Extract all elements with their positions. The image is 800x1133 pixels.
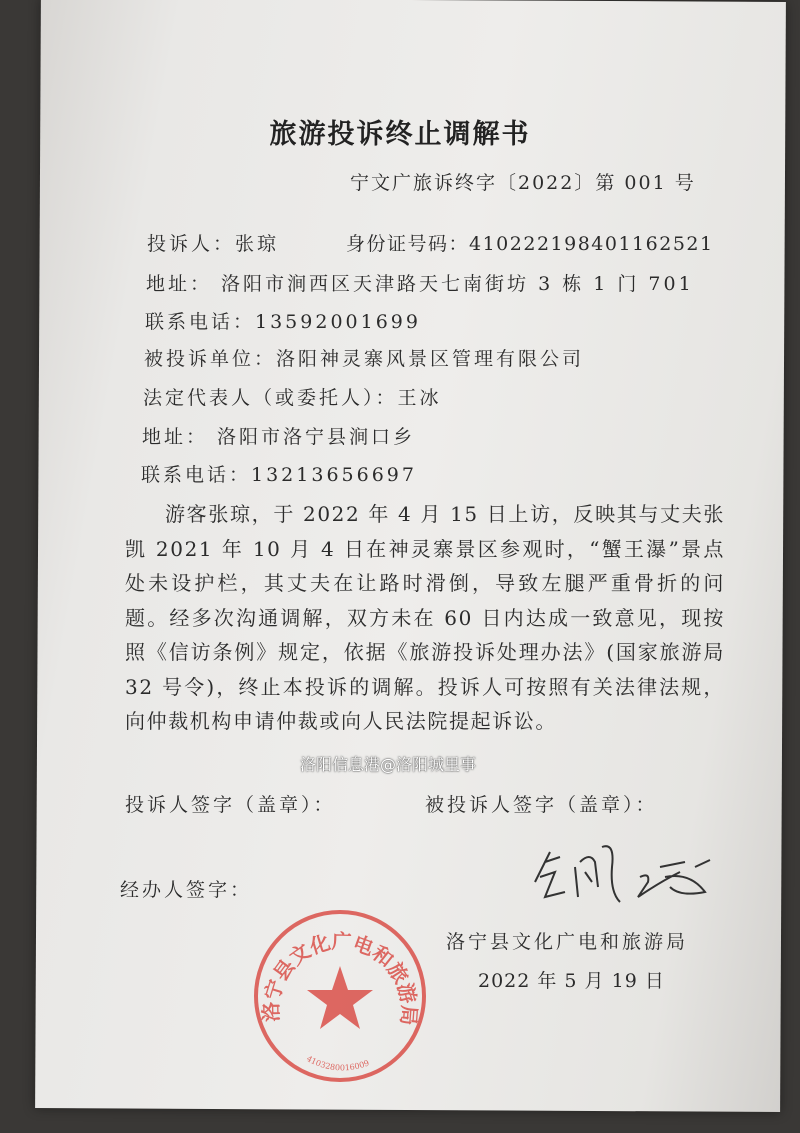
respondent-representative: 法定代表人（或委托人）：王冰: [143, 387, 442, 409]
complainant-address: 地址： 洛阳市涧西区天津路天七南街坊 3 栋 1 门 701: [146, 273, 694, 295]
body-paragraph: 游客张琼，于 2022 年 4 月 15 日上访，反映其与丈夫张凯 2021 年 10 月 4 日在神灵寨景区参观时，“蟹王瀑”景点处未设护栏，其丈夫在让路时滑倒，导致左腿严重骨折的问题。经多次沟通调解，双方未在 60 日内达成一致意见，现按照《信访条例》规定，依据《旅游投诉处理办法》(国家旅游局 32 号令)，终止本投诉的调解。投诉人可按照有关法律法规，向仲裁机构申请仲裁或向人民法院提起诉讼。: [125, 502, 725, 733]
watermark: 洛阳信息港@洛阳城里事: [300, 755, 477, 774]
complainant-name: 投诉人：张琼: [147, 233, 280, 255]
handler-signature-label: 经办人签字：: [120, 879, 253, 901]
complainant-phone: 联系电话：13592001699: [145, 311, 421, 333]
official-seal: [250, 906, 430, 1086]
respondent-unit: 被投诉单位：洛阳神灵寨风景区管理有限公司: [144, 348, 585, 370]
seal-code: 4103280016009: [305, 1054, 371, 1073]
respondent-phone: 联系电话：13213656697: [141, 464, 417, 486]
issue-date: 2022 年 5 月 19 日: [478, 970, 665, 992]
respondent-address: 地址： 洛阳市洛宁县涧口乡: [142, 426, 416, 448]
seal-text: 洛宁县文化广电和旅游局: [258, 929, 422, 1027]
respondent-signature-label: 被投诉人签字（盖章）：: [425, 794, 658, 816]
svg-text:4103280016009: [305, 1054, 370, 1072]
complainant-id: 身份证号码：410222198401162521: [346, 233, 714, 255]
document-title: 旅游投诉终止调解书: [269, 119, 531, 150]
handwritten-signature: [520, 822, 740, 912]
complainant-signature-label: 投诉人签字（盖章）：: [125, 794, 336, 816]
document-number: 宁文广旅诉终字〔2022〕第 001 号: [350, 172, 696, 194]
issuer-name: 洛宁县文化广电和旅游局: [446, 931, 689, 953]
